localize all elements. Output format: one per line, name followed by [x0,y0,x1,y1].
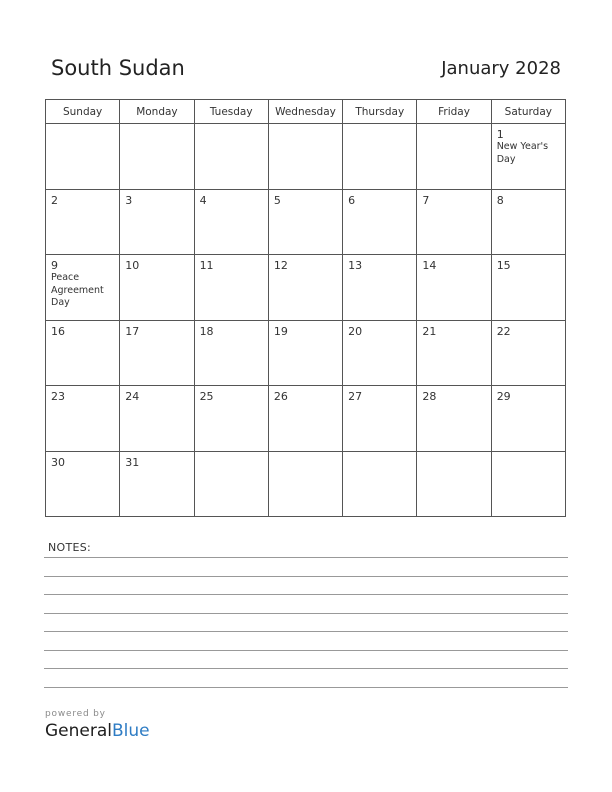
empty-day-cell [343,451,417,517]
empty-day-cell [46,124,120,190]
note-line [44,668,568,669]
holiday-label: Peace Agreement Day [51,272,104,308]
day-cell [194,386,268,452]
country-title: South Sudan [51,56,185,80]
day-cell [120,451,194,517]
calendar-week-row [46,189,566,255]
calendar-week-row [46,320,566,386]
day-number: 11 [199,259,214,272]
note-line [44,613,568,614]
weekday-tuesday: Tuesday [194,100,268,124]
day-cell [343,189,417,255]
empty-day-cell [268,124,342,190]
holiday-label: New Year's Day [496,141,549,165]
day-cell [491,189,565,255]
day-cell [343,386,417,452]
day-cell [417,255,491,321]
day-number: 1 [496,128,504,141]
weekday-thursday: Thursday [343,100,417,124]
day-number: 14 [422,259,437,272]
weekday-wednesday: Wednesday [268,100,342,124]
empty-day-cell [343,124,417,190]
day-number: 25 [199,390,214,403]
day-cell [46,386,120,452]
day-number: 31 [125,455,140,469]
month-year-title: January 2028 [441,58,561,79]
notes-label: NOTES: [48,541,92,554]
weekday-friday: Friday [417,100,491,124]
day-cell [491,320,565,386]
day-cell [491,124,565,190]
brand-blue: Blue [112,721,150,741]
weekday-sunday: Sunday [46,100,120,124]
day-number: 23 [51,390,65,403]
day-number: 22 [496,324,511,338]
note-line [44,594,568,595]
day-cell [491,386,565,452]
calendar-weeks [46,124,566,517]
empty-day-cell [268,451,342,517]
day-number: 20 [348,324,363,338]
day-number: 28 [422,390,437,403]
day-number: 13 [348,259,363,272]
day-cell [194,320,268,386]
brand-logo [45,721,150,741]
day-number: 2 [51,193,58,207]
calendar-week-row [46,386,566,452]
calendar-week-row [46,451,566,517]
day-cell [46,189,120,255]
day-cell [268,255,342,321]
calendar-week-row [46,255,566,321]
day-number: 9 [51,259,58,272]
day-cell [120,320,194,386]
generalblue-brand [45,709,150,741]
calendar-header [51,56,561,86]
day-number: 19 [273,324,288,338]
day-number: 26 [273,390,288,403]
note-line [44,557,568,558]
calendar-week-row [46,124,566,190]
day-number: 27 [348,390,363,403]
day-cell [120,189,194,255]
day-cell [46,451,120,517]
weekday-header-row [46,100,566,124]
day-cell [194,189,268,255]
day-cell [343,320,417,386]
day-number: 15 [496,259,511,272]
powered-by-text: powered by [45,709,106,719]
day-number: 3 [125,193,133,207]
day-cell [268,386,342,452]
day-cell [120,386,194,452]
day-number: 8 [496,193,504,207]
day-cell [417,386,491,452]
weekday-saturday: Saturday [491,100,565,124]
day-cell [417,320,491,386]
day-number: 17 [125,324,140,338]
weekday-monday: Monday [120,100,194,124]
note-line [44,687,568,688]
day-cell [120,255,194,321]
day-number: 24 [125,390,140,403]
empty-day-cell [120,124,194,190]
note-line [44,650,568,651]
day-number: 7 [422,193,430,207]
day-cell [46,255,120,321]
empty-day-cell [417,124,491,190]
empty-day-cell [491,451,565,517]
day-number: 5 [273,193,281,207]
day-cell [343,255,417,321]
day-cell [491,255,565,321]
empty-day-cell [194,451,268,517]
day-cell [268,189,342,255]
day-number: 21 [422,324,437,338]
day-number: 4 [199,193,207,207]
empty-day-cell [417,451,491,517]
brand-general: General [45,721,112,741]
day-cell [268,320,342,386]
day-cell [46,320,120,386]
note-line [44,576,568,577]
day-cell [417,189,491,255]
day-number: 12 [273,259,288,272]
note-line [44,631,568,632]
day-number: 6 [348,193,356,207]
day-number: 18 [199,324,214,338]
day-number: 16 [51,324,65,338]
day-cell [194,255,268,321]
day-number: 29 [496,390,511,403]
month-calendar-grid [45,99,566,517]
day-number: 30 [51,455,65,469]
day-number: 10 [125,259,140,272]
empty-day-cell [194,124,268,190]
